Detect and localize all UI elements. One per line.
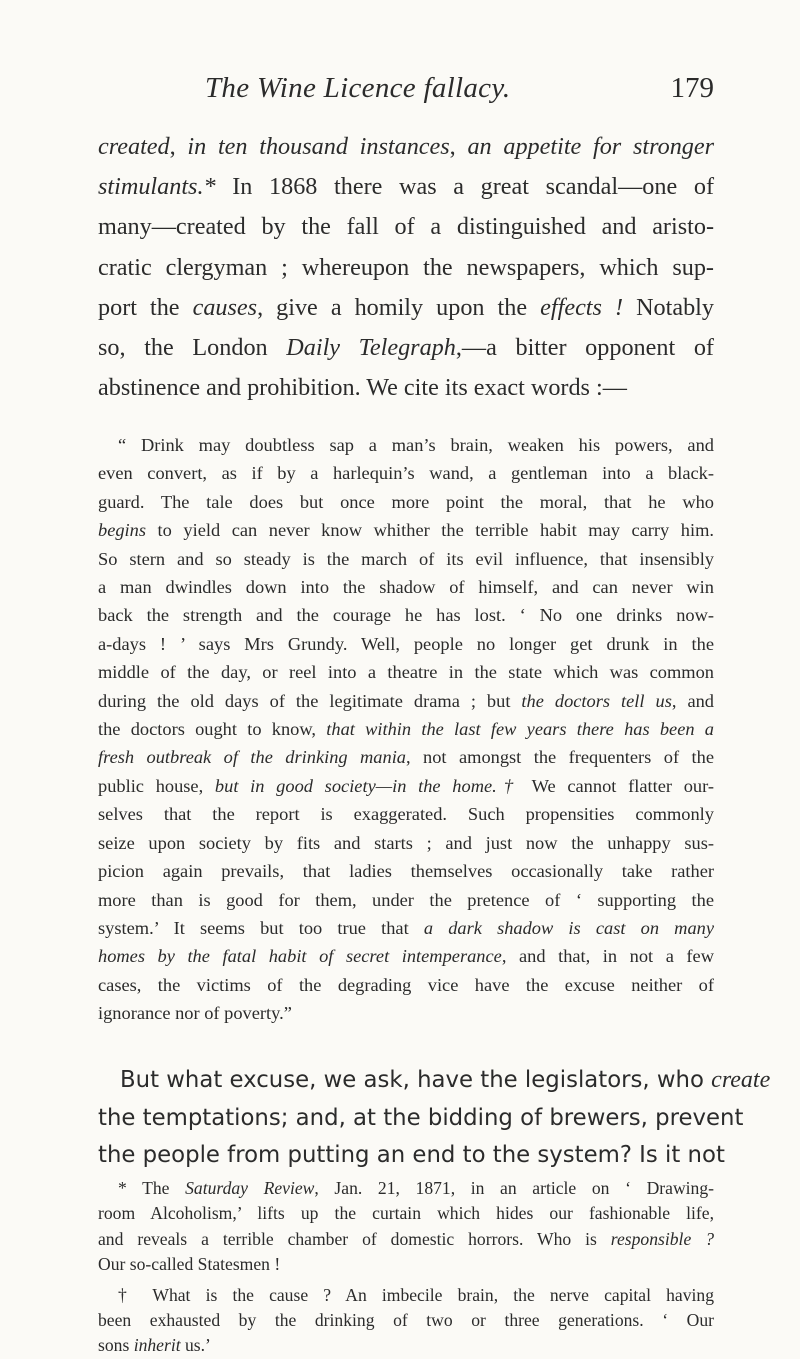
quote-line: homes by the fatal habit of secret intemperance, and that, in not a few xyxy=(98,946,714,967)
quote-line: cases, the victims of the degrading vice have the excuse neither of xyxy=(98,974,714,995)
quote-line: “ Drink may doubtless sap a man’s brain, weaken his powers, and xyxy=(118,435,714,455)
text-line: many—created by the fall of a distinguished and aristo- xyxy=(98,213,714,241)
quote-line: So stern and so steady is the march of its evil influence, that insensibly xyxy=(98,548,714,569)
footnotes xyxy=(98,1176,714,1359)
page-number: 179 xyxy=(670,72,714,104)
footnote-line: * The Saturday Review, Jan. 21, 1871, in an article on ‘ Drawing- xyxy=(118,1178,714,1198)
paragraph-1 xyxy=(98,127,714,408)
paragraph-2 xyxy=(98,1062,771,1175)
quote-line: during the old days of the legitimate drama ; but the doctors tell us, and xyxy=(98,690,714,711)
quote-line: more than is good for them, under the pretence of ‘ supporting the xyxy=(98,889,714,910)
footnote-line: and reveals a terrible chamber of domestic horrors. Who is responsible ? xyxy=(98,1228,714,1249)
text-line: stimulants.* In 1868 there was a great scandal—one of xyxy=(98,173,714,201)
quote-line: the doctors ought to know, that within the last few years there has been a xyxy=(98,719,715,740)
page-header xyxy=(0,72,800,112)
quote-line: a-days ! ’ says Mrs Grundy. Well, people no longer get drunk in the xyxy=(98,633,714,654)
quote-line: guard. The tale does but once more point the moral, that he who xyxy=(98,491,714,512)
quote-line: middle of the day, or reel into a theatre in the state which was common xyxy=(98,662,714,683)
quote-line: seize upon society by fits and starts ; and just now the unhappy sus- xyxy=(98,832,714,853)
quote-line: public house, but in good society—in the home.† We cannot flatter our- xyxy=(98,775,714,796)
footnote-line: † What is the cause ? An imbecile brain, the nerve capital having xyxy=(118,1284,714,1305)
text-line: the temptations; and, at the bidding of brewers, prevent xyxy=(98,1104,744,1131)
footnote-line: room Alcoholism,’ lifts up the curtain which hides our fashionable life, xyxy=(98,1203,714,1224)
footnote-line: sons inherit us.’ xyxy=(98,1335,211,1356)
block-quote xyxy=(98,431,714,1028)
quote-line: fresh outbreak of the drinking mania, not amongst the frequenters of the xyxy=(98,747,714,768)
text-line: created, in ten thousand instances, an appetite for stronger xyxy=(98,133,715,160)
text-line: abstinence and prohibition. We cite its exact words :— xyxy=(98,374,627,402)
quote-line: system.’ It seems but too true that a dark shadow is cast on many xyxy=(98,917,714,938)
text-line: so, the London Daily Telegraph,—a bitter opponent of xyxy=(98,334,714,362)
quote-line: back the strength and the courage he has lost. ‘ No one drinks now- xyxy=(98,605,714,626)
quote-line: a man dwindles down into the shadow of himself, and can never win xyxy=(98,577,714,598)
text-line: cratic clergyman ; whereupon the newspapers, which sup- xyxy=(98,253,714,281)
quote-line: begins to yield can never know whither the terrible habit may carry him. xyxy=(98,520,714,541)
quote-line: even convert, as if by a harlequin’s wand, a gentleman into a black- xyxy=(98,463,714,484)
quote-line: picion again prevails, that ladies themselves occasionally take rather xyxy=(98,861,714,882)
text-line: the people from putting an end to the system? Is it not xyxy=(98,1142,725,1168)
footnote-line: Our so-called Statesmen ! xyxy=(98,1254,281,1275)
text-line: port the causes, give a homily upon the effects ! Notably xyxy=(98,293,714,321)
text-line: But what excuse, we ask, have the legislators, who create xyxy=(120,1067,771,1093)
quote-line: selves that the report is exaggerated. Such propensities commonly xyxy=(98,804,714,825)
running-title: The Wine Licence fallacy. xyxy=(205,72,511,104)
footnote-line: been exhausted by the drinking of two or three generations. ‘ Our xyxy=(98,1310,714,1331)
quote-line: ignorance nor of poverty.” xyxy=(98,1003,292,1024)
